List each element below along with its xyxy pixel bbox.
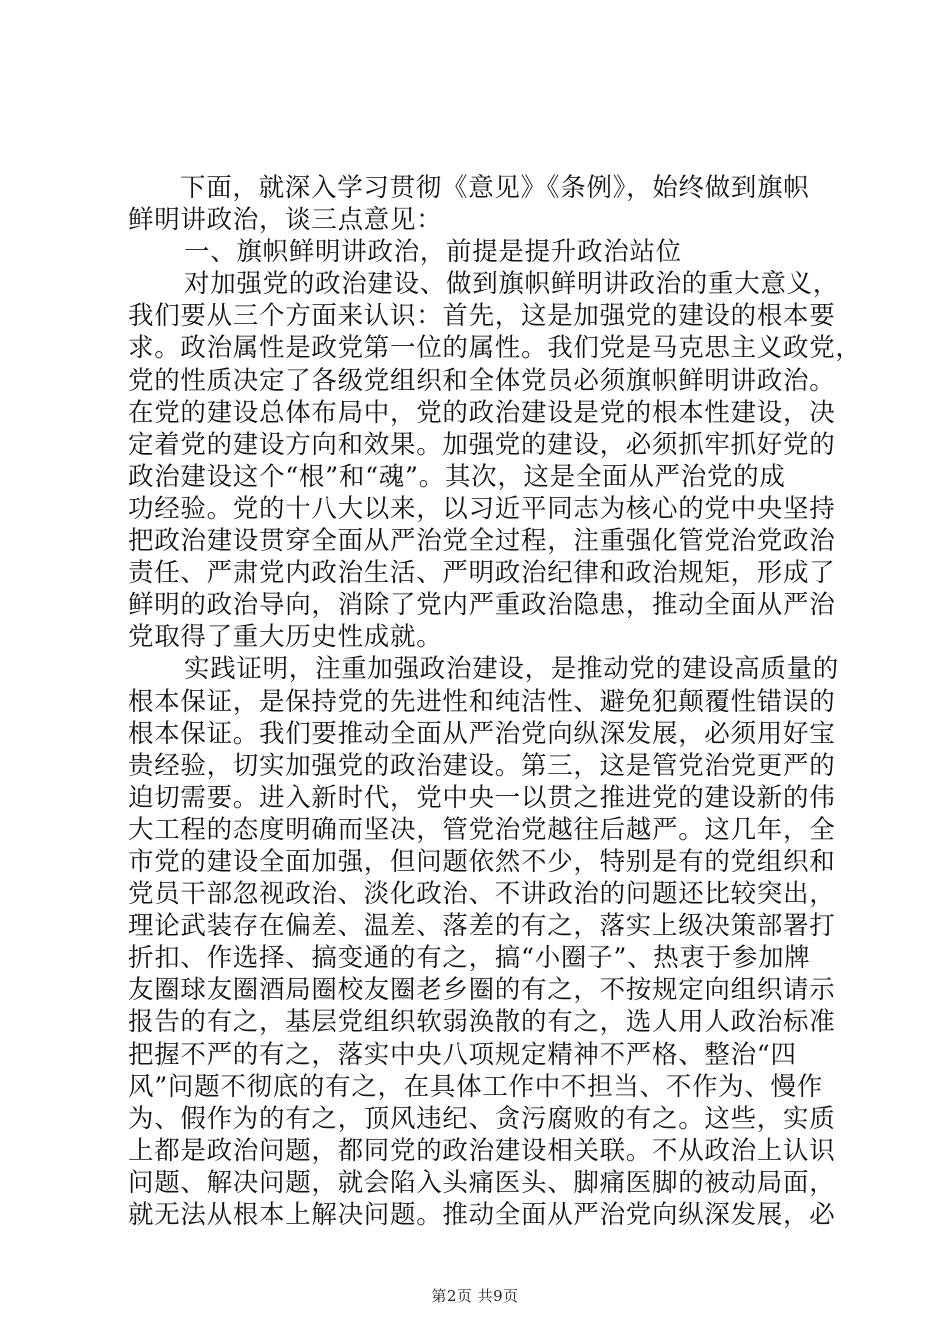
paragraph-line: 党员干部忽视政治、淡化政治、不讲政治的问题还比较突出， <box>128 879 836 910</box>
paragraph-line: 功经验。党的十八大以来，以习近平同志为核心的党中央坚持 <box>128 493 836 524</box>
section-heading: 一、旗帜鲜明讲政治，前提是提升政治站位 <box>184 237 682 268</box>
paragraph-line: 实践证明，注重加强政治建设，是推动党的建设高质量的 <box>184 654 840 685</box>
document-body <box>128 172 862 1231</box>
paragraph-line: 把政治建设贯穿全面从严治党全过程，注重强化管党治党政治 <box>128 526 836 557</box>
paragraph-line: 市党的建设全面加强，但问题依然不少，特别是有的党组织和 <box>128 846 836 877</box>
paragraph-line: 根本保证。我们要推动全面从严治党向纵深发展，必须用好宝 <box>128 718 836 749</box>
paragraph-line: 责任、严肃党内政治生活、严明政治纪律和政治规矩，形成了 <box>128 558 836 589</box>
paragraph-line: 对加强党的政治建设、做到旗帜鲜明讲政治的重大意义， <box>184 269 840 300</box>
page-number-footer: 第2页 共9页 <box>431 1287 519 1305</box>
paragraph-line: 党的性质决定了各级党组织和全体党员必须旗帜鲜明讲政治。 <box>128 365 836 396</box>
paragraph-line: 根本保证，是保持党的先进性和纯洁性、避免犯颠覆性错误的 <box>128 686 836 717</box>
paragraph-line: 求。政治属性是政党第一位的属性。我们党是马克思主义政党， <box>128 333 862 364</box>
paragraph-line: 在党的建设总体布局中，党的政治建设是党的根本性建设，决 <box>128 397 836 428</box>
paragraph-line: 迫切需要。进入新时代，党中央一以贯之推进党的建设新的伟 <box>128 782 836 813</box>
paragraph-line: 风”问题不彻底的有之，在具体工作中不担当、不作为、慢作 <box>128 1071 823 1102</box>
paragraph-line: 鲜明的政治导向，消除了党内严重政治隐患，推动全面从严治 <box>128 590 836 621</box>
paragraph-line: 问题、解决问题，就会陷入头痛医头、脚痛医脚的被动局面， <box>128 1167 836 1198</box>
paragraph-line: 把握不严的有之，落实中央八项规定精神不严格、整治“四 <box>128 1039 797 1070</box>
paragraph-line: 贵经验，切实加强党的政治建设。第三，这是管党治党更严的 <box>128 750 836 781</box>
paragraph-line: 友圈球友圈酒局圈校友圈老乡圈的有之，不按规定向组织请示 <box>128 975 836 1006</box>
paragraph-line: 上都是政治问题，都同党的政治建设相关联。不从政治上认识 <box>128 1135 836 1166</box>
paragraph-line: 报告的有之，基层党组织软弱涣散的有之，选人用人政治标准 <box>128 1007 836 1038</box>
paragraph-line: 为、假作为的有之，顶风违纪、贪污腐败的有之。这些，实质 <box>128 1103 836 1134</box>
paragraph-line: 大工程的态度明确而坚决，管党治党越往后越严。这几年，全 <box>128 814 836 845</box>
paragraph-line: 我们要从三个方面来认识：首先，这是加强党的建设的根本要 <box>128 301 836 332</box>
paragraph-line: 党取得了重大历史性成就。 <box>128 622 443 653</box>
paragraph-line: 定着党的建设方向和效果。加强党的建设，必须抓牢抓好党的 <box>128 429 836 460</box>
paragraph-line: 鲜明讲政治，谈三点意见： <box>128 205 443 236</box>
paragraph-line: 政治建设这个“根”和“魂”。其次，这是全面从严治党的成 <box>128 461 786 492</box>
paragraph-line: 折扣、作选择、搞变通的有之，搞“小圈子”、热衷于参加牌 <box>128 943 811 974</box>
paragraph-line: 下面，就深入学习贯彻《意见》《条例》，始终做到旗帜 <box>180 173 810 203</box>
paragraph-line: 就无法从根本上解决问题。推动全面从严治党向纵深发展，必 <box>128 1200 836 1230</box>
paragraph-line: 理论武装存在偏差、温差、落差的有之，落实上级决策部署打 <box>128 911 836 942</box>
